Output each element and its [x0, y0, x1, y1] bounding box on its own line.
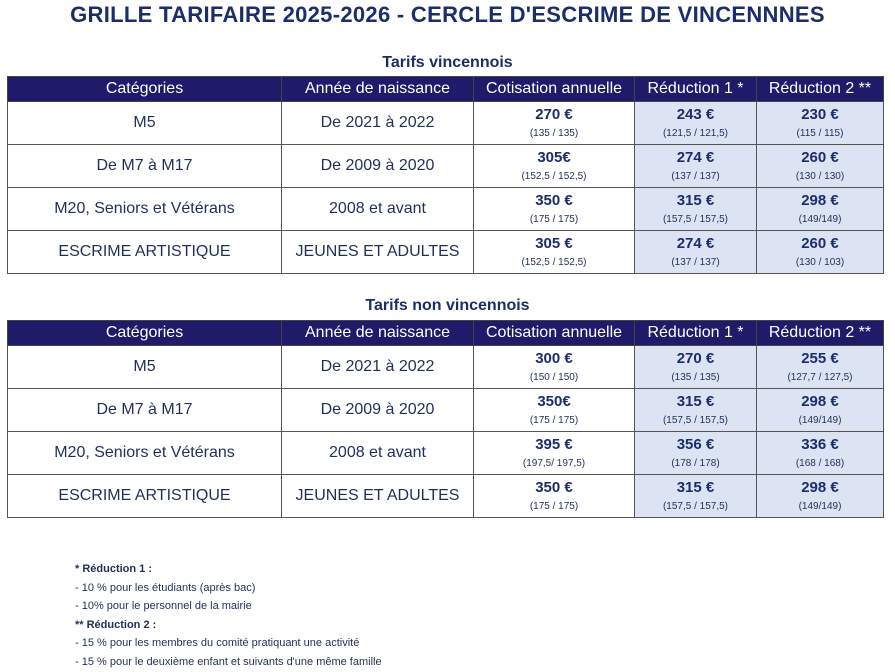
- reduction2-cell: [757, 231, 884, 274]
- price: 274 €: [676, 234, 715, 252]
- price-detail: (135 / 135): [529, 127, 579, 139]
- cotisation-cell: [474, 346, 635, 389]
- birth-cell: De 2009 à 2020: [282, 145, 474, 188]
- reduction1-cell: [635, 102, 757, 145]
- table-row: [8, 432, 884, 475]
- price-detail: (127,7 / 127,5): [787, 371, 853, 383]
- tarif-table-non-vincennois: [7, 320, 884, 518]
- price-detail: (149/149): [798, 414, 842, 426]
- price-detail: (168 / 168): [795, 457, 845, 469]
- reduction2-cell: [757, 102, 884, 145]
- cotisation-cell: [474, 389, 635, 432]
- table-row: [8, 475, 884, 518]
- price: 315 €: [676, 392, 715, 410]
- table-header-row: [8, 321, 884, 346]
- header-birth-year: Année de naissance: [282, 321, 474, 346]
- header-reduction-1: Réduction 1 *: [635, 77, 757, 102]
- reduction1-cell: [635, 389, 757, 432]
- price: 255 €: [801, 349, 839, 367]
- price-detail: (130 / 130): [795, 170, 845, 182]
- cotisation-cell: [474, 231, 635, 274]
- table-title-non-vincennois: Tarifs non vincennois: [365, 297, 530, 314]
- price-detail: (157,5 / 157,5): [662, 414, 729, 426]
- category-cell: De M7 à M17: [8, 145, 282, 188]
- tarif-table-vincennois: [7, 76, 884, 274]
- header-categories: Catégories: [8, 77, 282, 102]
- price: 356 €: [676, 435, 715, 453]
- price-detail: (152,5 / 152,5): [521, 170, 587, 182]
- price: 298 €: [801, 478, 839, 496]
- price: 315 €: [676, 191, 715, 209]
- cotisation-cell: [474, 102, 635, 145]
- price-detail: (137 / 137): [671, 170, 720, 182]
- price: 270 €: [535, 105, 573, 123]
- reduction2-cell: [757, 475, 884, 518]
- birth-cell: De 2021 à 2022: [282, 346, 474, 389]
- reduction2-cell: [757, 145, 884, 188]
- table-title-vincennois: Tarifs vincennois: [382, 54, 513, 71]
- header-categories: Catégories: [8, 321, 282, 346]
- category-cell: De M7 à M17: [8, 389, 282, 432]
- price: 395 €: [535, 435, 573, 453]
- price: 350€: [537, 392, 571, 410]
- price: 243 €: [676, 105, 715, 123]
- price: 274 €: [676, 148, 715, 166]
- price: 260 €: [801, 234, 839, 252]
- table-row: [8, 145, 884, 188]
- category-cell: M5: [8, 102, 282, 145]
- note-reduction-2-title: ** Réduction 2 :: [75, 618, 157, 631]
- table-row: [8, 102, 884, 145]
- footnotes: [75, 560, 382, 671]
- price: 260 €: [801, 148, 839, 166]
- price-detail: (157,5 / 157,5): [662, 213, 729, 225]
- header-cotisation: Cotisation annuelle: [474, 321, 635, 346]
- reduction2-cell: [757, 346, 884, 389]
- header-reduction-2: Réduction 2 **: [757, 77, 884, 102]
- price: 298 €: [801, 191, 839, 209]
- birth-cell: De 2021 à 2022: [282, 102, 474, 145]
- price-detail: (121,5 / 121,5): [662, 127, 729, 139]
- reduction1-cell: [635, 188, 757, 231]
- cotisation-cell: [474, 145, 635, 188]
- price-detail: (130 / 103): [795, 256, 845, 268]
- category-cell: ESCRIME ARTISTIQUE: [8, 231, 282, 274]
- note-item: - 15 % pour le deuxième enfant et suivants d'une même famille: [75, 655, 382, 668]
- price-detail: (135 / 135): [671, 371, 720, 383]
- note-reduction-1-title: * Réduction 1 :: [75, 563, 153, 575]
- header-birth-year: Année de naissance: [282, 77, 474, 102]
- reduction1-cell: [635, 432, 757, 475]
- table-header-row: [8, 77, 884, 102]
- price-detail: (137 / 137): [671, 256, 720, 268]
- cotisation-cell: [474, 475, 635, 518]
- table-row: [8, 389, 884, 432]
- reduction2-cell: [757, 188, 884, 231]
- reduction2-cell: [757, 389, 884, 432]
- header-reduction-1: Réduction 1 *: [635, 321, 757, 346]
- birth-cell: 2008 et avant: [282, 432, 474, 475]
- reduction1-cell: [635, 346, 757, 389]
- birth-cell: JEUNES ET ADULTES: [282, 475, 474, 518]
- price: 305 €: [535, 234, 573, 252]
- price-detail: (149/149): [798, 213, 842, 225]
- price: 336 €: [801, 435, 839, 453]
- reduction1-cell: [635, 475, 757, 518]
- reduction1-cell: [635, 145, 757, 188]
- note-item: - 10 % pour les étudiants (après bac): [75, 581, 256, 594]
- price: 315 €: [676, 478, 715, 496]
- price-detail: (175 / 175): [529, 414, 579, 426]
- cotisation-cell: [474, 188, 635, 231]
- note-item: - 15 % pour les membres du comité pratiquant une activité: [75, 637, 360, 649]
- price-detail: (152,5 / 152,5): [521, 256, 587, 268]
- note-item: - 10% pour le personnel de la mairie: [75, 600, 252, 612]
- price-detail: (149/149): [798, 500, 842, 512]
- price-detail: (115 / 115): [796, 127, 844, 139]
- birth-cell: De 2009 à 2020: [282, 389, 474, 432]
- birth-cell: JEUNES ET ADULTES: [282, 231, 474, 274]
- price: 350 €: [535, 478, 573, 496]
- price: 350 €: [535, 191, 573, 209]
- price-detail: (175 / 175): [529, 500, 579, 512]
- header-reduction-2: Réduction 2 **: [757, 321, 884, 346]
- table-row: [8, 346, 884, 389]
- reduction2-cell: [757, 432, 884, 475]
- category-cell: M20, Seniors et Vétérans: [8, 432, 282, 475]
- price: 300 €: [535, 349, 573, 367]
- header-cotisation: Cotisation annuelle: [474, 77, 635, 102]
- price: 270 €: [676, 349, 715, 367]
- table-row: [8, 231, 884, 274]
- price-detail: (150 / 150): [529, 371, 579, 383]
- price-detail: (197,5/ 197,5): [522, 457, 586, 469]
- category-cell: M5: [8, 346, 282, 389]
- cotisation-cell: [474, 432, 635, 475]
- category-cell: ESCRIME ARTISTIQUE: [8, 475, 282, 518]
- birth-cell: 2008 et avant: [282, 188, 474, 231]
- price-detail: (175 / 175): [529, 213, 579, 225]
- price: 298 €: [801, 392, 839, 410]
- page-title: GRILLE TARIFAIRE 2025-2026 - CERCLE D'ESCRIME DE VINCENNNES: [70, 2, 825, 27]
- reduction1-cell: [635, 231, 757, 274]
- price-detail: (178 / 178): [671, 457, 720, 469]
- price: 230 €: [801, 105, 839, 123]
- category-cell: M20, Seniors et Vétérans: [8, 188, 282, 231]
- price: 305€: [537, 148, 571, 166]
- price-detail: (157,5 / 157,5): [662, 500, 729, 512]
- table-row: [8, 188, 884, 231]
